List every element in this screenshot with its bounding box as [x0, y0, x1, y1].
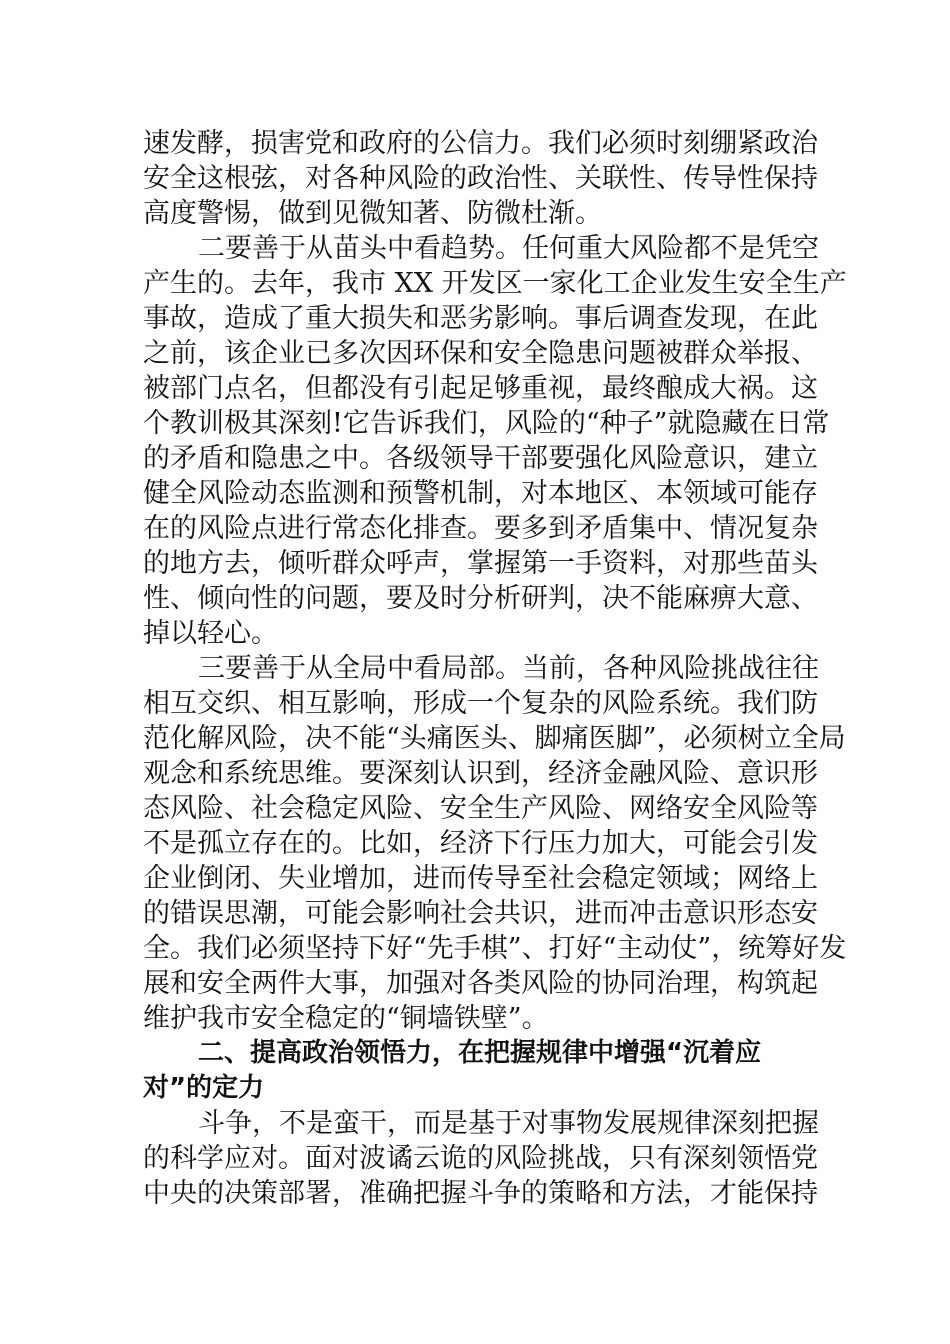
text-line: 产生的。去年，我市 XX 开发区一家化工企业发生安全生产 [143, 268, 847, 299]
text-line: 安全这根弦，对各种风险的政治性、关联性、传导性保持 [143, 163, 818, 194]
text-line: 个教训极其深刻!它告诉我们，风险的“种子”就隐藏在日常 [143, 408, 830, 439]
text-line: 事故，造成了重大损失和恶劣影响。事后调查发现，在此 [143, 303, 818, 334]
heading-line: 对”的定力 [143, 1073, 265, 1103]
text-line: 二要善于从苗头中看趋势。任何重大风险都不是凭空 [198, 233, 819, 264]
text-line: 健全风险动态监测和预警机制，对本地区、本领域可能存 [143, 478, 818, 509]
text-line: 展和安全两件大事，加强对各类风险的协同治理，构筑起 [143, 968, 818, 999]
text-line: 维护我市安全稳定的“铜墙铁壁”。 [143, 1003, 549, 1034]
heading-line: 二、提高政治领悟力，在把握规律中增强“沉着应 [198, 1038, 762, 1068]
text-line: 的错误思潮，可能会影响社会共识，进而冲击意识形态安 [143, 898, 818, 929]
paragraph-struggle [143, 1106, 819, 1211]
text-line: 不是孤立存在的。比如，经济下行压力加大，可能会引发 [143, 828, 818, 859]
text-line: 相互交织、相互影响，形成一个复杂的风险系统。我们防 [143, 688, 818, 719]
text-line: 三要善于从全局中看局部。当前，各种风险挑战往往 [198, 653, 819, 684]
text-line: 速发酵，损害党和政府的公信力。我们必须时刻绷紧政治 [143, 128, 818, 159]
paragraph-continuation [143, 126, 818, 231]
text-line: 高度警惕，做到见微知著、防微杜渐。 [143, 198, 602, 229]
text-line: 企业倒闭、失业增加，进而传导至社会稳定领域；网络上 [143, 863, 818, 894]
text-line: 中央的决策部署，准确把握斗争的策略和方法，才能保持 [143, 1178, 818, 1209]
text-line: 掉以轻心。 [143, 618, 278, 649]
text-line: 的地方去，倾听群众呼声，掌握第一手资料，对那些苗头 [143, 548, 818, 579]
text-line: 的矛盾和隐患之中。各级领导干部要强化风险意识，建立 [143, 443, 818, 474]
text-line: 被部门点名，但都没有引起足够重视，最终酿成大祸。这 [143, 373, 818, 404]
text-line: 观念和系统思维。要深刻认识到，经济金融风险、意识形 [143, 758, 818, 789]
text-line: 性、倾向性的问题，要及时分析研判，决不能麻痹大意、 [143, 583, 818, 614]
paragraph-trend [143, 231, 847, 651]
paragraph-overall [143, 651, 847, 1036]
text-line: 的科学应对。面对波谲云诡的风险挑战，只有深刻领悟党 [143, 1143, 818, 1174]
text-line: 在的风险点进行常态化排查。要多到矛盾集中、情况复杂 [143, 513, 818, 544]
text-line: 之前，该企业已多次因环保和安全隐患问题被群众举报、 [143, 338, 818, 369]
document-body [143, 126, 847, 1211]
section-heading [143, 1036, 809, 1106]
text-line: 态风险、社会稳定风险、安全生产风险、网络安全风险等 [143, 793, 818, 824]
text-line: 斗争，不是蛮干，而是基于对事物发展规律深刻把握 [198, 1108, 819, 1139]
text-line: 全。我们必须坚持下好“先手棋”、打好“主动仗”，统筹好发 [143, 933, 847, 964]
text-line: 范化解风险，决不能“头痛医头、脚痛医脚”，必须树立全局 [143, 723, 846, 754]
